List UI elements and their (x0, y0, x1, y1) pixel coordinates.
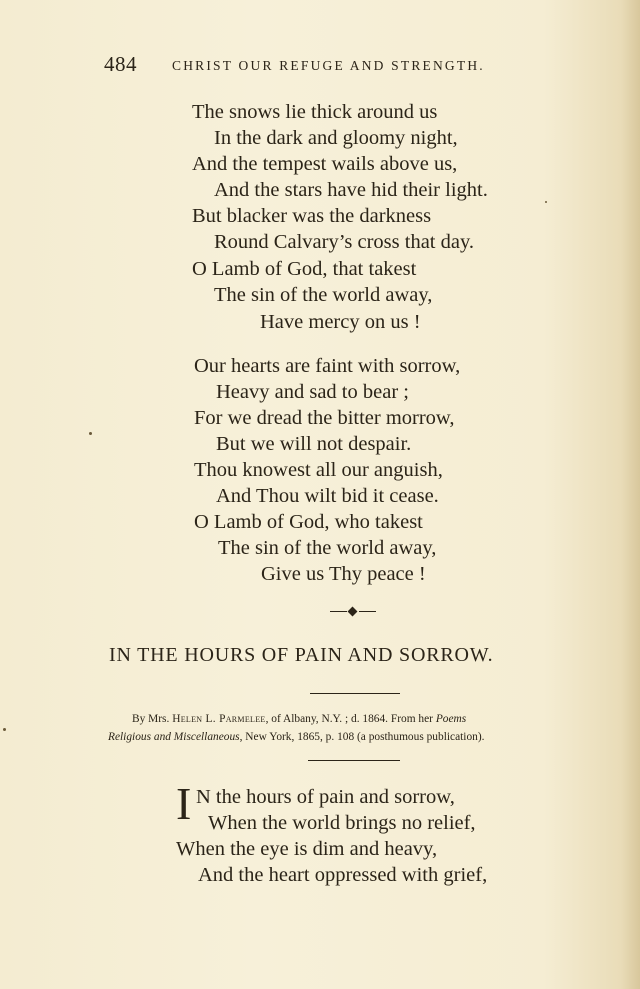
paper-speck (545, 201, 547, 203)
verse-line: Give us Thy peace ! (261, 563, 426, 585)
verse-line: The sin of the world away, (214, 284, 433, 306)
paper-speck (89, 432, 92, 435)
verse-line: And the heart oppressed with grief, (198, 864, 488, 886)
verse-line: And Thou wilt bid it cease. (216, 485, 439, 507)
verse-line: When the world brings no relief, (208, 812, 476, 834)
verse-line: Round Calvary’s cross that day. (214, 231, 475, 253)
running-head-title: CHRIST OUR REFUGE AND STRENGTH. (172, 58, 485, 73)
verse-line: And the stars have hid their light. (214, 179, 488, 201)
work-title-part2: Religious and Miscellaneous (108, 731, 240, 743)
hymn-title: IN THE HOURS OF PAIN AND SORROW. (109, 644, 494, 666)
verse-line: N the hours of pain and sorrow, (196, 786, 455, 808)
author-name: Helen L. Parmelee (172, 713, 266, 725)
verse-line: And the tempest wails above us, (192, 153, 458, 175)
verse-line: O Lamb of God, who takest (194, 511, 423, 533)
verse-line: O Lamb of God, that takest (192, 258, 417, 280)
attribution-details: , of Albany, N.Y. ; d. 1864. From her (265, 713, 433, 725)
verse-line: Heavy and sad to bear ; (216, 381, 409, 403)
paper-speck (3, 728, 6, 731)
drop-cap: I (176, 778, 192, 829)
running-head (104, 52, 544, 78)
title-rule (310, 693, 400, 694)
verse-line: But blacker was the darkness (192, 205, 432, 227)
publication-details: , New York, 1865, p. 108 (a posthumous publication). (239, 731, 485, 743)
page-number: 484 (104, 52, 137, 76)
work-title-part1: Poems (435, 713, 467, 725)
verse-line: For we dread the bitter morrow, (194, 407, 455, 429)
attribution (108, 710, 608, 746)
verse-line: The sin of the world away, (218, 537, 437, 559)
verse-line: The snows lie thick around us (192, 101, 438, 123)
verse-line: But we will not despair. (216, 433, 412, 455)
section-ornament (330, 605, 376, 619)
verse-line: Thou knowest all our anguish, (194, 459, 443, 481)
verse-line: When the eye is dim and heavy, (176, 838, 438, 860)
verse-line: In the dark and gloomy night, (214, 127, 458, 149)
attribution-rule (308, 760, 400, 761)
attribution-by: By Mrs. (132, 713, 170, 725)
verse-line: Have mercy on us ! (260, 311, 421, 333)
verse-line: Our hearts are faint with sorrow, (194, 355, 461, 377)
